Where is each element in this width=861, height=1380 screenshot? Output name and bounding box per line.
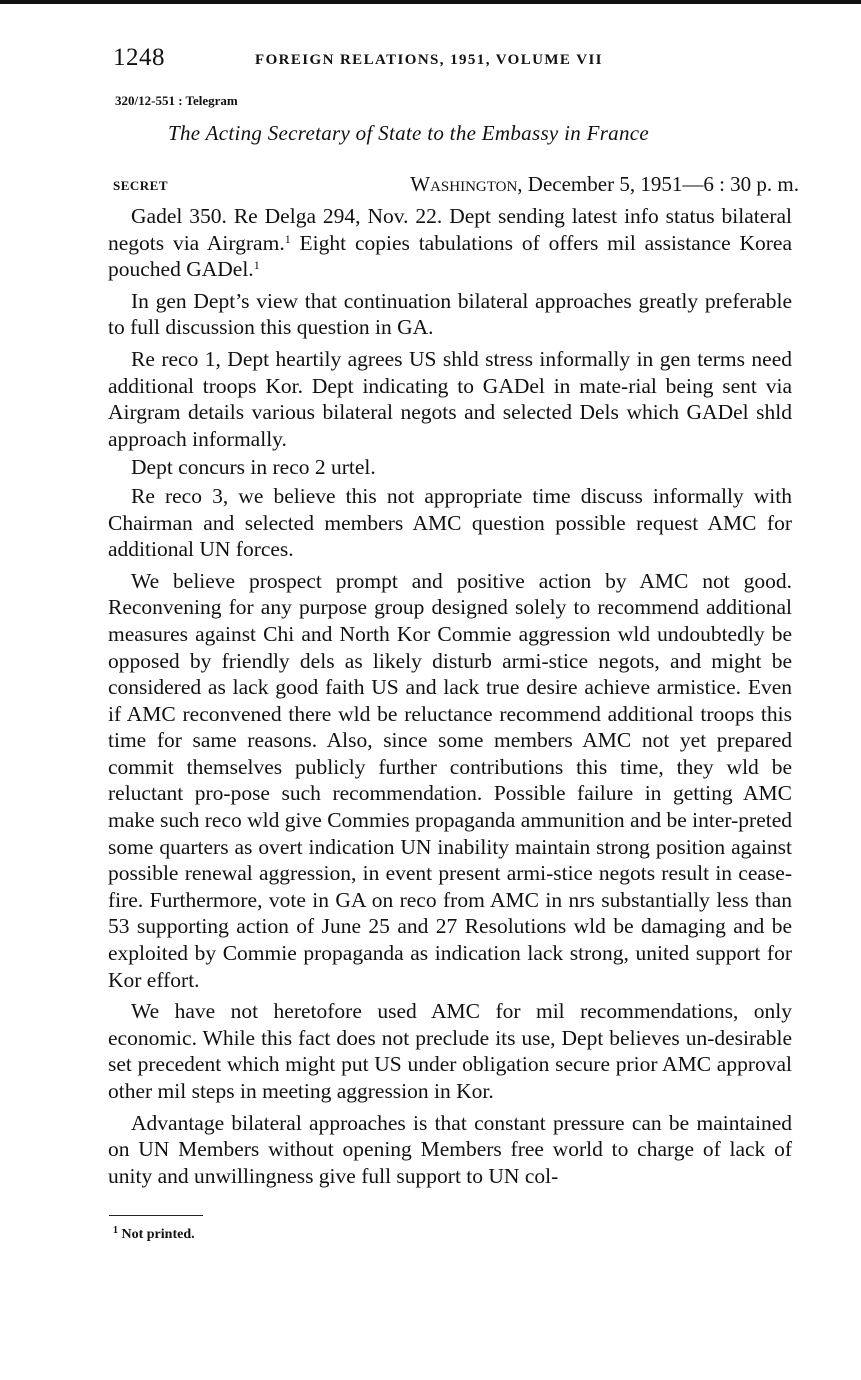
date-time: , December 5, 1951—6 : 30 p. m.: [517, 172, 799, 196]
running-head: [113, 44, 793, 80]
footnote: [113, 1227, 195, 1243]
paragraph-6: We believe prospect prompt and positive action by AMC not good. Reconvening for any purpose group designed solely to recommend additional measures against Chi and North Kor Commie aggression wld undoubtedly be opposed by friendly dels as likely disturb armi-stice negots, and might be considered as lack good faith US and lack true desire achieve armistice. Even if AMC reconvened there wld be reluctance recommend additional troops this time for same reasons. Also, since some members AMC not yet prepared commit themselves publicly further contributions this time, they wld be reluctant pro-pose such recommendation. Possible failure in getting AMC make such reco wld give Commies propaganda ammunition and be inter-preted some quarters as overt indication UN inability maintain strong position against possible renewal aggression, in event present armi-stice negots result in cease-fire. Furthermore, vote in GA on reco from AMC in nrs substantially less than 53 supporting action of June 25 and 27 Resolutions wld be damaging and be exploited by Commie propaganda as indication lack strong, united support for Kor effort.: [108, 568, 792, 992]
footnote-marker: 1: [113, 1225, 118, 1236]
running-title: FOREIGN RELATIONS, 1951, VOLUME VII: [255, 52, 603, 68]
footnote-ref: 1: [284, 231, 291, 246]
document-id: 320/12-551 : Telegram: [115, 93, 238, 108]
paragraph-7: We have not heretofore used AMC for mil recommendations, only economic. While this fact does not preclude its use, Dept believes un-desirable set precedent which might put US under obligation secure prior AMC approval other mil steps in meeting aggression in Kor.: [108, 999, 792, 1103]
paragraph-5: Re reco 3, we believe this not appropriate time discuss informally with Chairman and selected members AMC question possible request AMC for additional UN forces.: [108, 483, 792, 562]
paragraph-4: Dept concurs in reco 2 urtel.: [131, 455, 376, 480]
paragraph-3: Re reco 1, Dept heartily agrees US shld stress informally in gen terms need additional troops Kor. Dept indicating to GADel in mate-rial being sent via Airgram details various bilateral negots and selected Dels which GADel shld approach informally.: [108, 346, 792, 451]
dateline: [113, 172, 799, 198]
top-edge-rule: [0, 0, 861, 4]
classification-label: SECRET: [113, 178, 169, 193]
footnote-text: Not printed.: [118, 1227, 195, 1242]
paragraph-2: In gen Dept’s view that continuation bilateral approaches greatly preferable to full discussion this question in GA.: [108, 288, 792, 340]
paragraph-1-text-a: Gadel 350. Re Delga 294, Nov. 22. Dept sending latest info status bilateral negots via Airgram.: [108, 204, 792, 255]
paragraph-1: [108, 203, 792, 283]
place-name: Washington: [410, 172, 518, 196]
page-number: 1248: [113, 44, 165, 71]
telegram-body: [108, 203, 792, 1194]
footnote-ref: 1: [253, 258, 260, 273]
document-heading: The Acting Secretary of State to the Embassy in France: [168, 121, 650, 145]
footnote-divider: [109, 1215, 203, 1216]
paragraph-1-text-b: Eight copies tabulations of offers mil assistance Korea pouched GADel.: [108, 230, 792, 282]
place-and-date: [410, 172, 799, 197]
paragraph-8: Advantage bilateral approaches is that constant pressure can be maintained on UN Members without opening Members free world to charge of lack of unity and unwillingness give full support to UN col-: [108, 1110, 792, 1188]
